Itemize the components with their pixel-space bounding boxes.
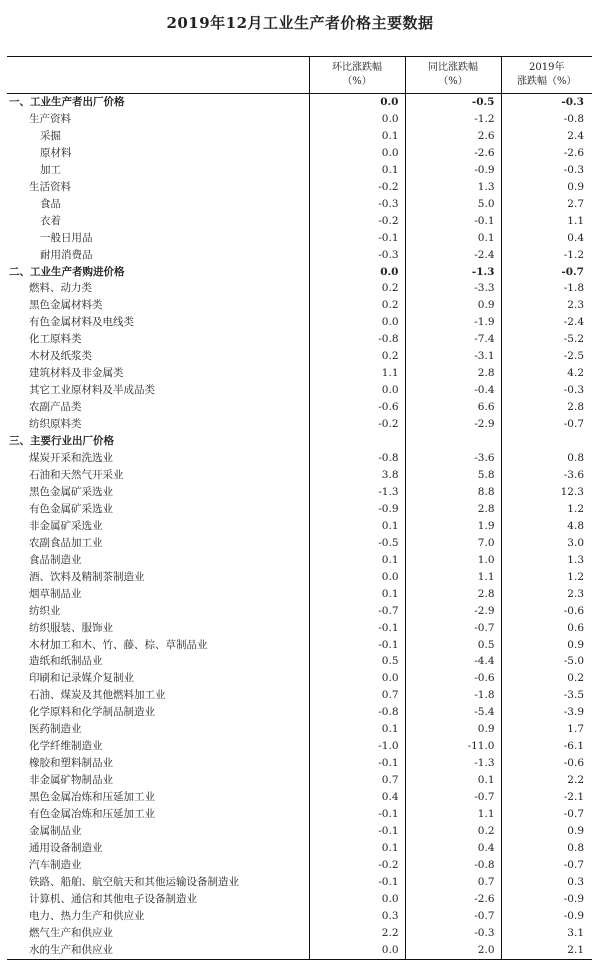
mom-value: -1.0 [309,738,405,755]
row-label: 医药制造业 [29,723,82,736]
table-row [7,704,592,721]
row-label: 汽车制造业 [29,858,82,871]
yoy-value: 0.9 [405,721,501,738]
header-year-unit: 涨跌幅（%） [516,76,577,87]
row-label: 原材料 [40,146,72,159]
yoy-value: -2.4 [405,247,501,264]
header-yoy-unit: （%） [438,76,468,87]
row-label: 烟草制品业 [29,587,82,600]
year-value: 3.1 [501,925,592,942]
yoy-value: -2.6 [405,891,501,908]
yoy-value: -0.7 [405,789,501,806]
table-header [7,57,592,94]
row-label: 水的生产和供应业 [29,943,113,956]
yoy-value: -0.8 [405,857,501,874]
year-value: 2.4 [501,128,592,145]
yoy-value: -0.7 [405,620,501,637]
table-row [7,755,592,772]
mom-value: 0.1 [309,586,405,603]
mom-value: -0.2 [309,416,405,433]
row-label: 有色金属矿采选业 [29,502,113,515]
yoy-value: 2.8 [405,586,501,603]
mom-value: -0.8 [309,331,405,348]
table-row [7,620,592,637]
row-label: 石油和天然气开采业 [29,468,124,481]
header-mom [309,57,405,94]
mom-value: 0.1 [309,162,405,179]
mom-value [309,433,405,450]
year-value: -2.4 [501,314,592,331]
mom-value: 0.2 [309,297,405,314]
year-value: 2.1 [501,942,592,959]
row-label: 食品制造业 [29,553,82,566]
mom-value: 3.8 [309,467,405,484]
table-row [7,637,592,654]
yoy-value: -1.2 [405,111,501,128]
yoy-value: 0.1 [405,230,501,247]
year-value: 1.2 [501,569,592,586]
row-label: 非金属矿物制品业 [29,774,113,787]
mom-value: 0.1 [309,840,405,857]
mom-value: 0.2 [309,348,405,365]
mom-value: -1.3 [309,484,405,501]
table-row [7,670,592,687]
mom-value: 0.5 [309,653,405,670]
row-label: 非金属矿采选业 [29,519,103,532]
yoy-value: -5.4 [405,704,501,721]
section-row [7,264,592,281]
year-value: -1.8 [501,280,592,297]
yoy-value: 1.9 [405,518,501,535]
yoy-value: -0.6 [405,670,501,687]
mom-value: -0.2 [309,857,405,874]
year-value: 4.8 [501,518,592,535]
mom-value: -0.1 [309,230,405,247]
year-value: -0.7 [501,857,592,874]
yoy-value: 2.8 [405,501,501,518]
yoy-value: -2.9 [405,603,501,620]
row-label: 建筑材料及非金属类 [29,367,124,380]
mom-value: -0.1 [309,637,405,654]
table-row [7,348,592,365]
year-value: 0.3 [501,874,592,891]
year-value: 2.3 [501,297,592,314]
yoy-value: 2.8 [405,365,501,382]
year-value: 2.8 [501,399,592,416]
table-row [7,145,592,162]
mom-value: -0.1 [309,874,405,891]
year-value: 1.3 [501,552,592,569]
yoy-value: -0.7 [405,908,501,925]
mom-value: -0.8 [309,450,405,467]
row-label: 一般日用品 [40,231,93,244]
year-value [501,433,592,450]
table-row [7,586,592,603]
mom-value: 0.0 [309,569,405,586]
row-label: 黑色金属矿采选业 [29,485,113,498]
year-value: 0.9 [501,823,592,840]
year-value: -1.2 [501,247,592,264]
yoy-value: -4.4 [405,653,501,670]
year-value: 1.2 [501,501,592,518]
table-row [7,738,592,755]
header-year-title: 2019年 [529,62,565,73]
row-label: 木材及纸浆类 [29,350,92,363]
row-label: 石油、煤炭及其他燃料加工业 [29,689,166,702]
row-label: 纺织业 [29,604,61,617]
mom-value: 0.0 [309,942,405,959]
yoy-value: 1.0 [405,552,501,569]
table-row [7,331,592,348]
yoy-value: -2.6 [405,145,501,162]
mom-value: 0.0 [309,94,405,111]
year-value: -2.6 [501,145,592,162]
row-label: 有色金属材料及电线类 [29,316,134,329]
row-label: 纺织服装、服饰业 [29,621,113,634]
row-label: 耐用消费品 [40,248,93,261]
table-row [7,857,592,874]
header-mom-title: 环比涨跌幅 [332,62,382,73]
year-value: 12.3 [501,484,592,501]
mom-value: -0.5 [309,535,405,552]
year-value: 1.1 [501,213,592,230]
table-row [7,823,592,840]
yoy-value: -7.4 [405,331,501,348]
yoy-value: -1.8 [405,687,501,704]
mom-value: -0.2 [309,213,405,230]
table-row [7,874,592,891]
mom-value: 0.0 [309,145,405,162]
yoy-value: 6.6 [405,399,501,416]
table-row [7,297,592,314]
price-data-table [7,56,592,960]
mom-value: 0.1 [309,721,405,738]
year-value: 0.9 [501,179,592,196]
yoy-value: -3.3 [405,280,501,297]
table-row [7,247,592,264]
year-value: -0.7 [501,264,592,281]
year-value: 0.8 [501,450,592,467]
mom-value: -0.2 [309,179,405,196]
row-label: 加工 [40,163,61,176]
row-label: 生产资料 [29,112,71,125]
yoy-value: 7.0 [405,535,501,552]
mom-value: 0.0 [309,891,405,908]
table-row [7,382,592,399]
year-value: 0.4 [501,230,592,247]
row-label: 金属制品业 [29,824,82,837]
row-label: 衣着 [40,214,61,227]
yoy-value: 2.0 [405,942,501,959]
table-row [7,484,592,501]
mom-value: 0.7 [309,772,405,789]
row-label: 二、工业生产者购进价格 [9,265,125,278]
row-label: 黑色金属材料类 [29,299,103,312]
table-row [7,280,592,297]
table-row [7,908,592,925]
row-label: 化学纤维制造业 [29,740,103,753]
year-value: -0.9 [501,891,592,908]
table-row [7,111,592,128]
table-row [7,925,592,942]
year-value: -2.5 [501,348,592,365]
mom-value: 0.3 [309,908,405,925]
year-value: 0.8 [501,840,592,857]
yoy-value: 0.1 [405,772,501,789]
row-label: 农副产品类 [29,401,82,414]
mom-value: -0.9 [309,501,405,518]
yoy-value: -1.3 [405,755,501,772]
year-value: -0.6 [501,755,592,772]
row-label: 燃料、动力类 [29,282,92,295]
yoy-value: -3.1 [405,348,501,365]
row-label: 有色金属冶炼和压延加工业 [29,808,155,821]
yoy-value: 0.4 [405,840,501,857]
yoy-value: -0.5 [405,94,501,111]
mom-value: -0.1 [309,823,405,840]
yoy-value: 5.0 [405,196,501,213]
yoy-value: -0.9 [405,162,501,179]
table-row [7,314,592,331]
row-label: 煤炭开采和洗选业 [29,452,113,465]
mom-value: -0.1 [309,755,405,772]
page-title: 2019年12月工业生产者价格主要数据 [166,14,434,32]
table-row [7,399,592,416]
yoy-value: -0.3 [405,925,501,942]
yoy-value: 1.1 [405,569,501,586]
mom-value: -0.6 [309,399,405,416]
year-value: -0.7 [501,416,592,433]
table-row [7,213,592,230]
table-row [7,535,592,552]
year-value: -0.3 [501,162,592,179]
row-label: 采掘 [40,129,61,142]
row-label: 电力、热力生产和供应业 [29,909,145,922]
row-label: 三、主要行业出厂价格 [9,435,114,448]
table-row [7,518,592,535]
year-value: 2.2 [501,772,592,789]
year-value: -0.8 [501,111,592,128]
row-label: 食品 [40,197,61,210]
year-value: 1.7 [501,721,592,738]
row-label: 造纸和纸制品业 [29,655,103,668]
mom-value: 1.1 [309,365,405,382]
mom-value: 0.7 [309,687,405,704]
yoy-value: 0.5 [405,637,501,654]
mom-value: 0.0 [309,111,405,128]
yoy-value: 8.8 [405,484,501,501]
row-label: 生活资料 [29,180,71,193]
mom-value: -0.3 [309,196,405,213]
year-value: -3.6 [501,467,592,484]
year-value: -3.9 [501,704,592,721]
year-value: 0.6 [501,620,592,637]
mom-value: -0.1 [309,806,405,823]
yoy-value: -3.6 [405,450,501,467]
year-value: -2.1 [501,789,592,806]
mom-value: 0.1 [309,552,405,569]
yoy-value [405,433,501,450]
yoy-value: -11.0 [405,738,501,755]
row-label: 黑色金属冶炼和压延加工业 [29,791,155,804]
year-value: -5.0 [501,653,592,670]
year-value: 4.2 [501,365,592,382]
row-label: 纺织原料类 [29,418,82,431]
mom-value: 0.2 [309,280,405,297]
table-row [7,179,592,196]
row-label: 铁路、船舶、航空航天和其他运输设备制造业 [29,875,239,888]
yoy-value: 0.2 [405,823,501,840]
table-row [7,450,592,467]
table-row [7,365,592,382]
year-value: -0.7 [501,806,592,823]
yoy-value: -0.1 [405,213,501,230]
table-row [7,840,592,857]
yoy-value: -1.9 [405,314,501,331]
mom-value: 0.1 [309,128,405,145]
row-label: 酒、饮料及精制茶制造业 [29,570,145,583]
table-row [7,806,592,823]
header-yoy [405,57,501,94]
row-label: 其它工业原材料及半成品类 [29,384,155,397]
table-row [7,162,592,179]
year-value: -0.9 [501,908,592,925]
mom-value: -0.8 [309,704,405,721]
year-value: 2.7 [501,196,592,213]
mom-value: -0.3 [309,247,405,264]
row-label: 木材加工和木、竹、藤、棕、草制品业 [29,638,208,651]
table-row [7,891,592,908]
mom-value: 0.0 [309,314,405,331]
table-row [7,603,592,620]
year-value: 3.0 [501,535,592,552]
table-row [7,196,592,213]
mom-value: 0.1 [309,518,405,535]
row-label: 通用设备制造业 [29,841,103,854]
mom-value: -0.7 [309,603,405,620]
table-row [7,721,592,738]
header-label-cell [7,57,309,94]
table-row [7,942,592,959]
year-value: 0.2 [501,670,592,687]
table-row [7,416,592,433]
yoy-value: 1.3 [405,179,501,196]
mom-value: 0.0 [309,670,405,687]
table-row [7,789,592,806]
header-yoy-title: 同比涨跌幅 [428,62,478,73]
row-label: 橡胶和塑料制品业 [29,757,113,770]
row-label: 化工原料类 [29,333,82,346]
row-label: 农副食品加工业 [29,536,103,549]
year-value: 0.9 [501,637,592,654]
yoy-value: 1.1 [405,806,501,823]
mom-value: 0.0 [309,382,405,399]
mom-value: 0.0 [309,264,405,281]
year-value: -3.5 [501,687,592,704]
row-label: 一、工业生产者出厂价格 [9,96,125,108]
year-value: -6.1 [501,738,592,755]
row-label: 计算机、通信和其他电子设备制造业 [29,892,197,905]
row-label: 印刷和记录媒介复制业 [29,672,134,685]
table-row [7,687,592,704]
table-body [7,94,592,960]
header-mom-unit: （%） [342,76,372,87]
yoy-value: 0.7 [405,874,501,891]
table-row [7,230,592,247]
yoy-value: 5.8 [405,467,501,484]
mom-value: -0.1 [309,620,405,637]
section-row [7,94,592,111]
mom-value: 2.2 [309,925,405,942]
table-row [7,772,592,789]
row-label: 化学原料和化学制品制造业 [29,706,155,719]
year-value: -0.6 [501,603,592,620]
year-value: 2.3 [501,586,592,603]
table-row [7,128,592,145]
mom-value: 0.4 [309,789,405,806]
table-row [7,653,592,670]
year-value: -0.3 [501,382,592,399]
yoy-value: -2.9 [405,416,501,433]
table-row [7,467,592,484]
table-row [7,552,592,569]
yoy-value: 2.6 [405,128,501,145]
section-row [7,433,592,450]
row-label: 燃气生产和供应业 [29,926,113,939]
year-value: -0.3 [501,94,592,111]
year-value: -5.2 [501,331,592,348]
table-row [7,501,592,518]
yoy-value: 0.9 [405,297,501,314]
table-row [7,569,592,586]
header-year [501,57,592,94]
yoy-value: -0.4 [405,382,501,399]
yoy-value: -1.3 [405,264,501,281]
